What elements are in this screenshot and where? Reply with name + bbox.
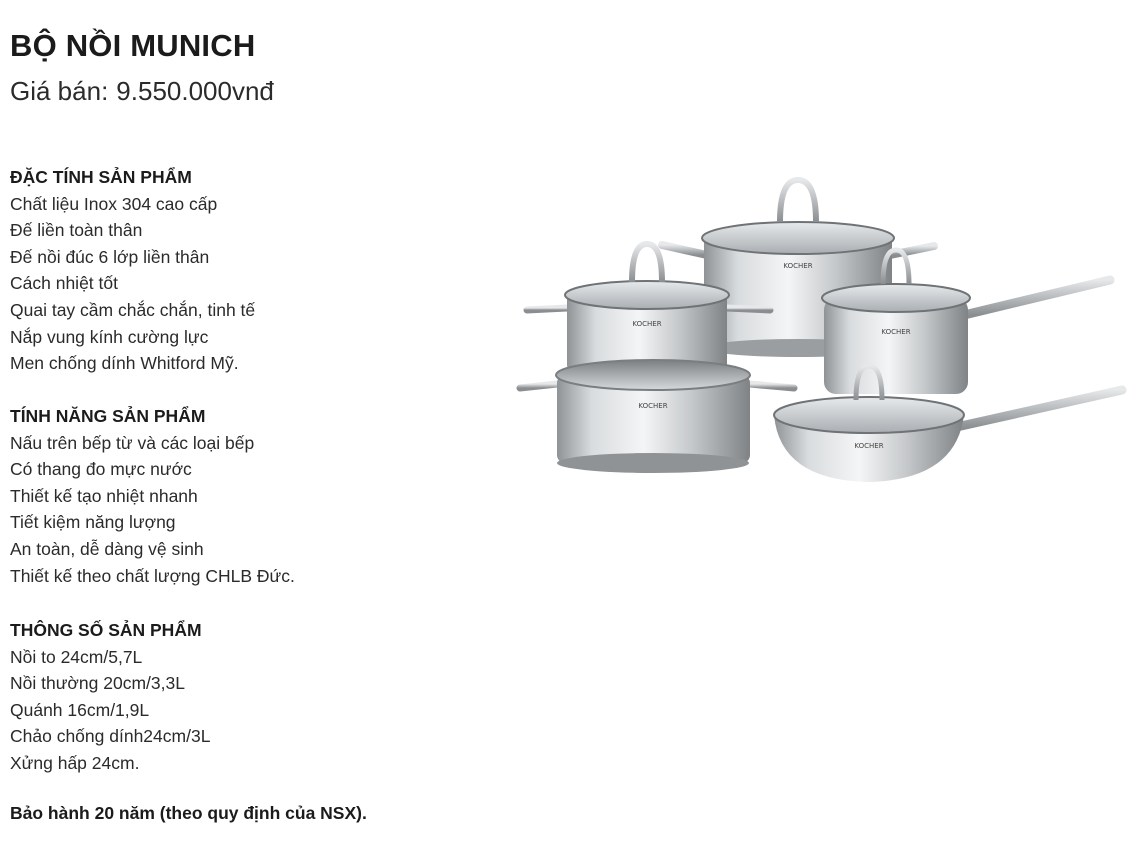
specs-list	[10, 644, 210, 777]
specs-heading: THÔNG SỐ SẢN PHẨM	[10, 620, 202, 640]
feature-item: Đế liền toàn thân	[10, 220, 143, 241]
spec-item: Nồi to 24cm/5,7L	[10, 646, 143, 667]
functions-list	[10, 430, 295, 590]
brand-label: KOCHER	[638, 402, 668, 410]
feature-item: Đế nồi đúc 6 lớp liền thân	[10, 246, 210, 267]
brand-label: KOCHER	[881, 328, 911, 336]
functions-heading: TÍNH NĂNG SẢN PHẨM	[10, 406, 206, 426]
brand-label: KOCHER	[632, 320, 662, 328]
function-item: Thiết kế tạo nhiệt nhanh	[10, 485, 198, 506]
brand-label: KOCHER	[854, 442, 884, 450]
price	[10, 76, 274, 107]
functions-section	[10, 403, 295, 589]
function-item: Tiết kiệm năng lượng	[10, 512, 176, 533]
steamer	[520, 360, 794, 473]
price-value: 9.550.000vnđ	[116, 76, 274, 106]
spec-item: Quánh 16cm/1,9L	[10, 699, 150, 720]
price-label: Giá bán:	[10, 76, 109, 106]
feature-item: Chất liệu Inox 304 cao cấp	[10, 193, 218, 214]
feature-item: Men chống dính Whitford Mỹ.	[10, 353, 239, 374]
function-item: Thiết kế theo chất lượng CHLB Đức.	[10, 565, 295, 586]
features-section	[10, 164, 255, 377]
feature-item: Nắp vung kính cường lực	[10, 326, 209, 347]
product-title: BỘ NỒI MUNICH	[10, 28, 256, 63]
cookware-set-image	[512, 170, 1129, 500]
feature-item: Quai tay cầm chắc chắn, tinh tế	[10, 299, 256, 320]
features-heading: ĐẶC TÍNH SẢN PHẨM	[10, 167, 192, 187]
spec-item: Xửng hấp 24cm.	[10, 752, 140, 773]
features-list	[10, 191, 255, 377]
function-item: An toàn, dễ dàng vệ sinh	[10, 538, 204, 559]
spec-item: Chảo chống dính24cm/3L	[10, 726, 211, 747]
function-item: Có thang đo mực nước	[10, 459, 192, 480]
brand-label: KOCHER	[783, 262, 813, 270]
specs-section	[10, 617, 210, 777]
spec-item: Nồi thường 20cm/3,3L	[10, 673, 185, 694]
feature-item: Cách nhiệt tốt	[10, 273, 118, 294]
function-item: Nấu trên bếp từ và các loại bếp	[10, 432, 255, 453]
warranty-note: Bảo hành 20 năm (theo quy định của NSX).	[10, 803, 367, 823]
